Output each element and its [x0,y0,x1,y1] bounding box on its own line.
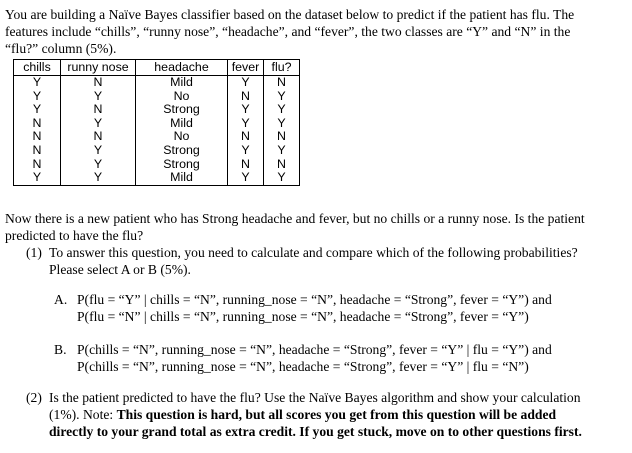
cell-flu: N [264,76,300,90]
cell-runny-nose: Y [61,171,136,185]
header-flu: flu? [264,60,300,76]
q2-number: (2) [26,390,42,405]
cell-headache: Mild [136,171,228,185]
option-a-line-1: P(flu = “Y” | chills = “N”, running_nose = “N”, headache = “Strong”, fever = “Y”) and [77,292,552,307]
header-headache: headache [136,60,228,76]
cell-fever: N [228,158,264,172]
q2-line-1: Is the patient predicted to have the flu? Use the Naïve Bayes algorithm and show your calculation [49,390,581,405]
cell-flu: Y [264,90,300,104]
q2-line-2-plain: (1%). Note: [49,407,117,422]
option-b-line-1: P(chills = “N”, running_nose = “N”, headache = “Strong”, fever = “Y” | flu = “Y”) and [77,342,552,357]
cell-flu: N [264,158,300,172]
cell-fever: N [228,130,264,144]
cell-headache: Mild [136,117,228,131]
dataset-table [13,59,300,186]
intro-paragraph [5,6,625,57]
cell-chills: N [14,130,61,144]
cell-fever: Y [228,103,264,117]
cell-headache: Strong [136,158,228,172]
intro-line-3: “flu?” column (5%). [5,41,117,56]
option-b-text [77,341,617,375]
q2-text [49,389,624,440]
cell-headache: Strong [136,144,228,158]
table-header-row [14,60,300,76]
cell-flu: Y [264,103,300,117]
cell-fever: Y [228,171,264,185]
table-row [14,103,300,117]
q1-text [49,244,609,278]
cell-flu: Y [264,171,300,185]
q1-line-2: Please select A or B (5%). [49,262,191,277]
cell-runny-nose: N [61,103,136,117]
option-a-marker: A. [54,292,68,307]
table-row [14,171,300,185]
cell-flu: N [264,130,300,144]
intro-line-1: You are building a Naïve Bayes classifier based on the dataset below to predict if the patient has flu. The [5,7,575,22]
table-row [14,117,300,131]
cell-headache: Mild [136,76,228,90]
cell-chills: N [14,144,61,158]
option-a-text [77,291,617,325]
option-b-marker: B. [54,342,67,357]
cell-fever: Y [228,117,264,131]
table-row [14,90,300,104]
question-line-1: Now there is a new patient who has Strong headache and fever, but no chills or a runny nose. Is the patient [5,211,585,226]
cell-headache: No [136,130,228,144]
cell-flu: Y [264,144,300,158]
q2-line-2 [49,406,624,423]
cell-runny-nose: Y [61,117,136,131]
question-line-2: predicted to have the flu? [5,228,144,243]
table-row [14,158,300,172]
table-row [14,76,300,90]
cell-runny-nose: N [61,130,136,144]
table-row [14,144,300,158]
cell-headache: No [136,90,228,104]
header-chills: chills [14,60,61,76]
option-a-line-2: P(flu = “N” | chills = “N”, running_nose = “N”, headache = “Strong”, fever = “Y”) [77,309,529,324]
option-b-line-2: P(chills = “N”, running_nose = “N”, headache = “Strong”, fever = “Y” | flu = “N”) [77,359,529,374]
cell-runny-nose: Y [61,158,136,172]
question-paragraph [5,210,625,244]
header-fever: fever [228,60,264,76]
cell-chills: N [14,117,61,131]
cell-flu: Y [264,117,300,131]
q1-line-1: To answer this question, you need to calculate and compare which of the following probabilities? [49,245,578,260]
cell-chills: Y [14,171,61,185]
cell-runny-nose: N [61,76,136,90]
cell-chills: Y [14,76,61,90]
table-row [14,130,300,144]
cell-chills: Y [14,90,61,104]
cell-chills: N [14,158,61,172]
intro-line-2: features include “chills”, “runny nose”, “headache”, and “fever”, the two classes are “Y” and “N” in the [5,24,571,39]
q2-line-3-bold: directly to your grand total as extra credit. If you get stuck, move on to other questions first. [49,424,582,439]
cell-fever: Y [228,144,264,158]
header-runny-nose: runny nose [61,60,136,76]
q1-number: (1) [26,245,42,260]
cell-runny-nose: Y [61,144,136,158]
cell-fever: N [228,90,264,104]
cell-fever: Y [228,76,264,90]
cell-chills: Y [14,103,61,117]
q2-line-2-bold: This question is hard, but all scores you get from this question will be added [116,407,557,422]
cell-runny-nose: Y [61,90,136,104]
cell-headache: Strong [136,103,228,117]
